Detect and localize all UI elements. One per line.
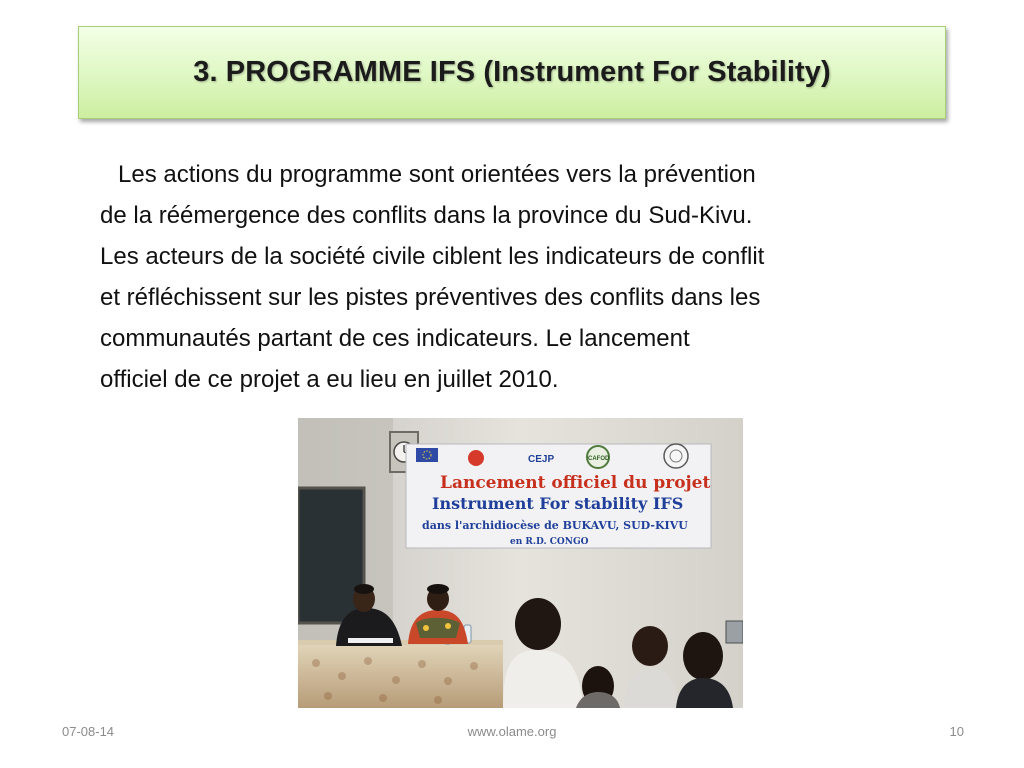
- body-line: et réfléchissent sur les pistes préventives des conflits dans les: [100, 284, 761, 311]
- title-box: [78, 26, 946, 119]
- banner-line-1: Lancement officiel du projet: [440, 473, 711, 493]
- body-line: communautés partant de ces indicateurs. Le lancement: [100, 325, 690, 352]
- page-number: 10: [949, 724, 964, 739]
- table: [298, 640, 503, 708]
- banner-line-3: dans l'archidiocèse de BUKAVU, SUD-KIVU: [422, 519, 688, 532]
- event-banner: [406, 444, 711, 548]
- slide-title: 3. PROGRAMME IFS (Instrument For Stability): [193, 56, 831, 88]
- event-photo: [298, 418, 743, 708]
- footer-date: 07-08-14: [62, 724, 115, 739]
- body-line: de la réémergence des conflits dans la province du Sud-Kivu.: [100, 202, 753, 229]
- body-paragraph: [100, 154, 980, 400]
- banner-logo-cejp: CEJP: [528, 454, 555, 465]
- banner-line-2: Instrument For stability IFS: [432, 494, 684, 513]
- body-line: Les acteurs de la société civile ciblent les indicateurs de conflit: [100, 243, 765, 270]
- banner-line-4: en R.D. CONGO: [510, 537, 589, 547]
- banner-logo-cafod: CAFOD: [588, 456, 610, 462]
- body-line: Les actions du programme sont orientées vers la prévention: [118, 161, 756, 188]
- body-line: officiel de ce projet a eu lieu en juillet 2010.: [100, 366, 559, 393]
- footer-url: www.olame.org: [467, 724, 557, 739]
